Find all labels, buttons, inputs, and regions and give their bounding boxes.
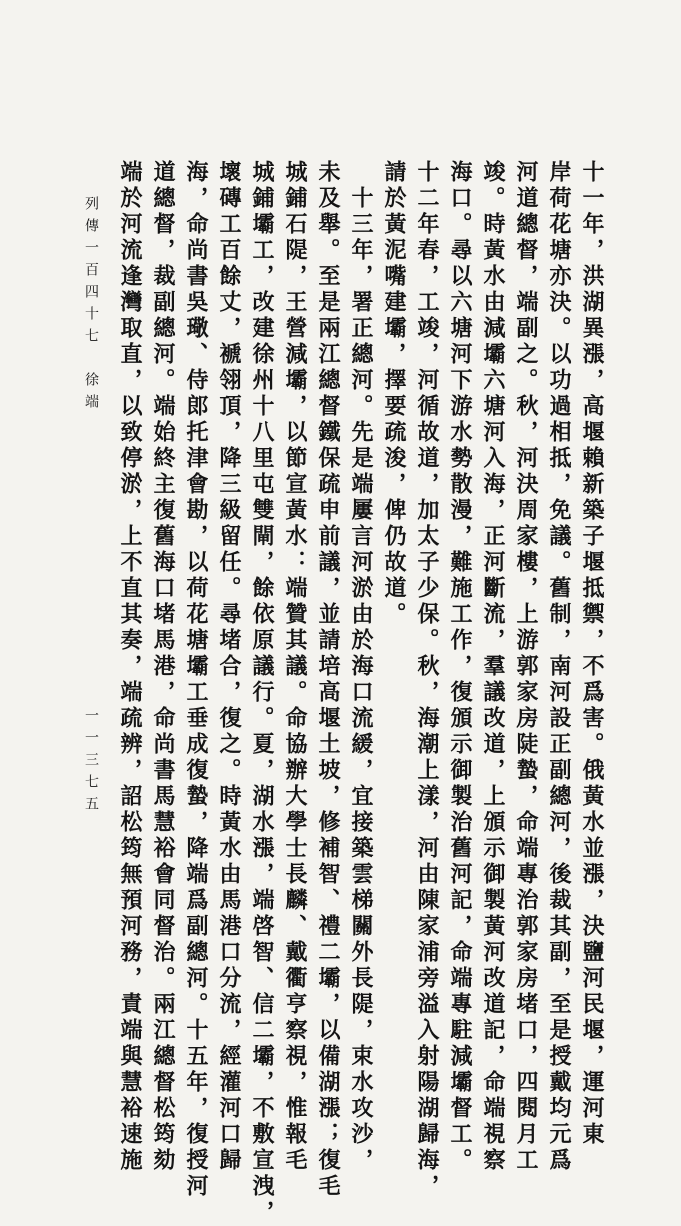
- text-column: 未及舉。至是兩江總督鐵保疏申前議，並請培高堰土坡，修補智、禮二壩，以備湖漲；復毛: [315, 160, 341, 1200]
- text-column: 河道總督，端副之。秋，河決周家樓，上游郭家房陡蟄，命端專治郭家房堵口，四閱月工: [513, 160, 539, 1174]
- text-column: 城鋪壩工，改建徐州十八里屯雙閘，餘依原議行。夏，湖水漲，端啓智、信二壩，不敷宣洩，: [249, 160, 275, 1226]
- page-number: 一一三七五: [83, 708, 99, 818]
- text-column: 海口。尋以六塘河下游水勢散漫，難施工作，復頒示御製治舊河記，命端專駐減壩督工。: [447, 160, 473, 1174]
- text-column: 道總督，裁副總河。端始終主復舊海口堵馬港，命尚書馬慧裕會同督治。兩江總督松筠劾: [150, 160, 176, 1174]
- text-column: 請於黃泥嘴建壩，擇要疏浚，俾仍故道。: [381, 160, 407, 628]
- running-footer: 列傳一百四十七 徐端: [83, 196, 99, 416]
- text-column: 端於河流逢灣取直，以致停淤，上不直其奏，端疏辨，詔松筠無預河務，責端與慧裕速施: [117, 160, 143, 1174]
- text-column: 十一年，洪湖異漲，高堰賴新築子堰抵禦，不爲害。俄黃水並漲，決鹽河民堰，運河東: [579, 160, 605, 1148]
- text-column: 竣。時黃水由減壩六塘河入海，正河斷流，羣議改道，上頒示御製黃河改道記，命端視察: [480, 160, 506, 1174]
- text-column: 岸荷花塘亦決。以功過相抵，免議。舊制，南河設正副總河，後裁其副，至是授戴均元爲: [546, 160, 572, 1174]
- text-column: 十二年春，工竣，河循故道，加太子少保。秋，海潮上漾，河由陳家浦旁溢入射陽湖歸海，: [414, 160, 440, 1200]
- text-column: 壞磚工百餘丈，褫翎頂，降三級留任。尋堵合，復之。時黃水由馬港口分流，經灌河口歸: [216, 160, 242, 1174]
- text-column: 海，命尚書吳璥、侍郎托津會勘，以荷花塘壩工垂成復蟄，降端爲副總河。十五年，復授河: [183, 160, 209, 1200]
- text-column: 十三年，署正總河。先是端屢言河淤由於海口流緩，宜接築雲梯關外長隄，束水攻沙，: [348, 160, 374, 1174]
- text-column: 城鋪石隄，王營減壩，以節宣黃水：端贊其議。命協辦大學士長麟、戴衢亨察視，惟報毛: [282, 160, 308, 1174]
